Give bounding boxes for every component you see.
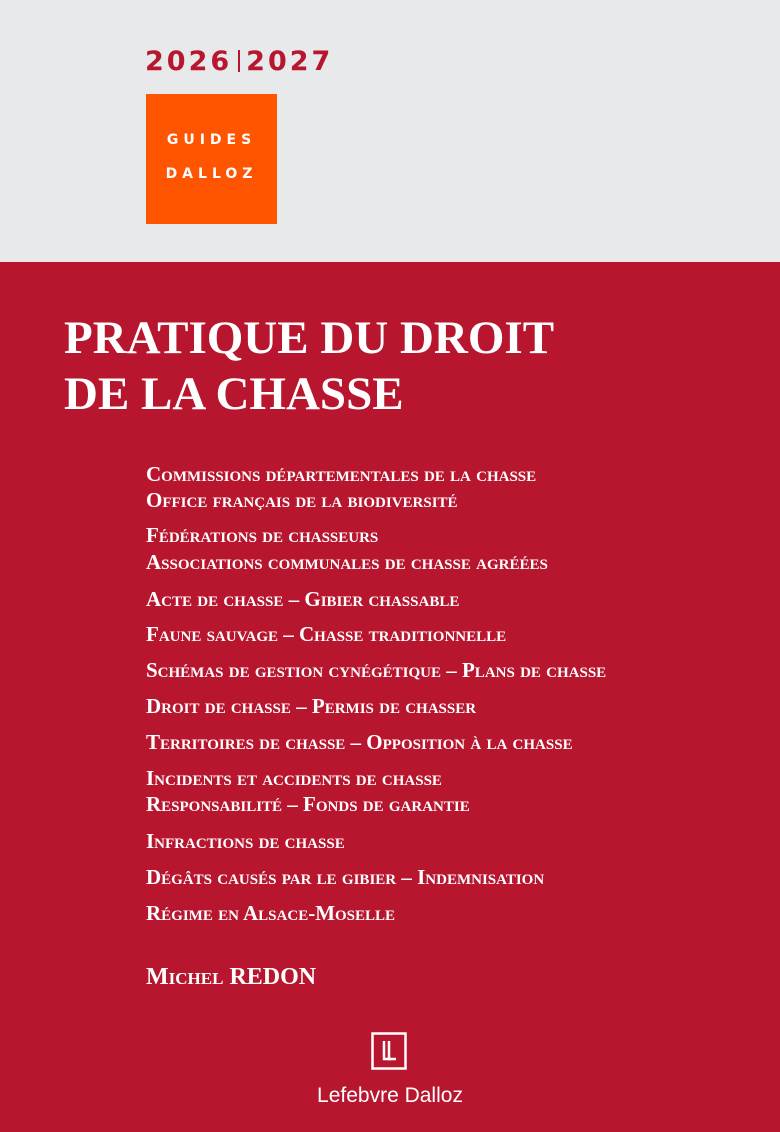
lefebvre-dalloz-logo-icon: [371, 1032, 407, 1070]
topic-item: Commissions départementales de la chasse: [146, 462, 537, 486]
edition-separator: [238, 50, 240, 72]
topic-item: Infractions de chasse: [146, 829, 345, 853]
title-line-1: PRATIQUE DU DROIT: [64, 312, 555, 364]
guides-dalloz-logo: [146, 94, 277, 224]
edition-year-start: 2026: [145, 46, 233, 77]
topic-item: Régime en Alsace-Moselle: [146, 901, 396, 925]
topic-item: Acte de chasse – Gibier chassable: [146, 587, 460, 611]
title-line-2: DE LA CHASSE: [64, 368, 404, 420]
topic-item: Incidents et accidents de chasse: [146, 766, 442, 790]
logo-line-guides: GUIDES: [166, 132, 257, 148]
topic-item: Territoires de chasse – Opposition à la chasse: [146, 730, 573, 754]
topic-item: Dégâts causés par le gibier – Indemnisation: [146, 865, 545, 889]
author-name: Michel REDON: [146, 964, 317, 990]
edition-year-end: 2027: [246, 46, 334, 77]
topic-item: Responsabilité – Fonds de garantie: [146, 792, 470, 816]
edition-years: [145, 46, 333, 77]
topic-item: Schémas de gestion cynégétique – Plans de chasse: [146, 658, 607, 682]
logo-line-dalloz: DALLOZ: [165, 166, 258, 182]
topic-item: Fédérations de chasseurs: [146, 523, 379, 547]
topic-item: Office français de la biodiversité: [146, 488, 458, 512]
publisher-name: Lefebvre Dalloz: [317, 1084, 463, 1107]
book-title: [64, 310, 554, 422]
topic-item: Droit de chasse – Permis de chasser: [146, 694, 477, 718]
topic-item: Associations communales de chasse agréées: [146, 550, 548, 574]
topic-item: Faune sauvage – Chasse traditionnelle: [146, 622, 507, 646]
top-band: [0, 0, 780, 262]
